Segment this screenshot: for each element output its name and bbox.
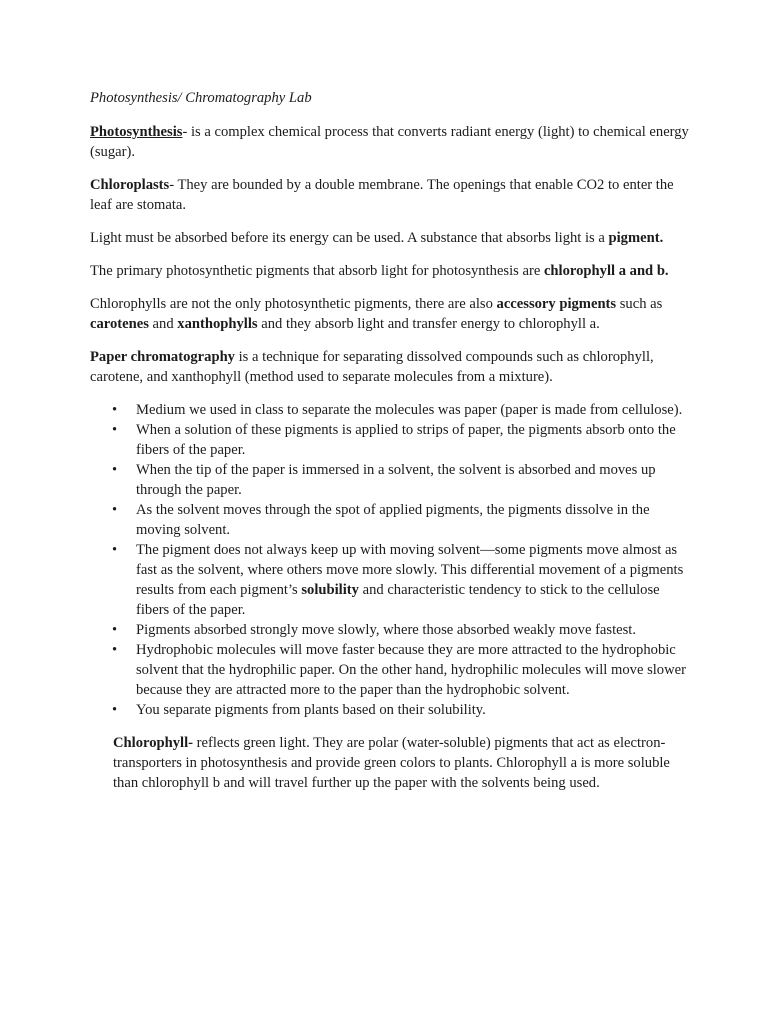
list-item xyxy=(90,540,690,620)
list-item xyxy=(90,700,690,720)
bullet-icon: • xyxy=(112,642,118,658)
term-xanthophylls: xanthophylls xyxy=(177,316,258,332)
list-item-text: You separate pigments from plants based on their solubility. xyxy=(136,702,486,718)
list-item xyxy=(90,420,690,460)
term-chlorophyll: Chlorophyll- xyxy=(113,735,194,751)
accessory-text-2: such as xyxy=(616,296,663,312)
list-item xyxy=(90,620,690,640)
term-pigment: pigment. xyxy=(608,230,664,246)
bullet-icon: • xyxy=(112,622,118,638)
paragraph-chlorophyll xyxy=(113,733,690,793)
list-item-text: Medium we used in class to separate the molecules was paper (paper is made from cellulose). xyxy=(136,402,683,418)
definition-photosynthesis: - is a complex chemical process that converts radiant energy (light) to chemical energy (sugar). xyxy=(90,124,689,160)
bullet-icon: • xyxy=(112,402,118,418)
bullet-icon: • xyxy=(112,502,118,518)
paragraph-pigment xyxy=(90,228,690,248)
term-accessory-pigments: accessory pigments xyxy=(496,296,617,312)
list-item xyxy=(90,500,690,540)
pigment-text: Light must be absorbed before its energy can be used. A substance that absorbs light is a xyxy=(90,230,609,246)
list-item-text: Pigments absorbed strongly move slowly, where those absorbed weakly move fastest. xyxy=(136,622,637,638)
list-item-text: As the solvent moves through the spot of applied pigments, the pigments dissolve in the moving solvent. xyxy=(136,502,650,538)
list-item xyxy=(90,400,690,420)
list-item-text: The pigment does not always keep up with moving solvent—some pigments move almost as fast as the solvent, where others move more slowly. This differential movement of a pigments results from each pigment’s xyxy=(136,542,684,598)
term-paper-chromatography: Paper chromatography xyxy=(90,349,235,365)
bullet-icon: • xyxy=(112,702,118,718)
primary-pigments-text: The primary photosynthetic pigments that absorb light for photosynthesis are xyxy=(90,263,544,279)
accessory-text-1: Chlorophylls are not the only photosynthetic pigments, there are also xyxy=(90,296,497,312)
list-item-text: and characteristic tendency to stick to the cellulose fibers of the paper. xyxy=(136,582,660,618)
list-item xyxy=(90,460,690,500)
term-solubility: solubility xyxy=(301,582,359,598)
definition-chlorophyll: reflects green light. They are polar (water-soluble) pigments that act as electron-transporters in photosynthesis and provide green colors to plants. Chlorophyll a is more soluble than chlorophyll b and will travel further up the paper with the solvents being used. xyxy=(113,735,670,791)
bullet-list xyxy=(90,400,690,720)
paragraph-accessory-pigments xyxy=(90,294,690,334)
term-carotenes: carotenes xyxy=(90,316,149,332)
term-chloroplasts: Chloroplasts xyxy=(90,177,170,193)
accessory-text-4: and they absorb light and transfer energy to chlorophyll a. xyxy=(257,316,600,332)
term-photosynthesis: Photosynthesis xyxy=(90,124,183,140)
term-chlorophyll-a-b: chlorophyll a and b. xyxy=(543,263,669,279)
paragraph-chloroplasts xyxy=(90,175,690,215)
bullet-icon: • xyxy=(112,462,118,478)
definition-paper-chromatography: is a technique for separating dissolved compounds such as chlorophyll, carotene, and xanthophyll (method used to separate molecules from a mixture). xyxy=(90,349,654,385)
paragraph-paper-chromatography xyxy=(90,347,690,387)
bullet-icon: • xyxy=(112,422,118,438)
bullet-icon: • xyxy=(112,542,118,558)
document-title: Photosynthesis/ Chromatography Lab xyxy=(90,90,312,106)
paragraph-primary-pigments xyxy=(90,261,690,281)
document-page xyxy=(90,88,690,806)
definition-chloroplasts: - They are bounded by a double membrane. The openings that enable CO2 to enter the leaf are stomata. xyxy=(90,177,674,213)
list-item-text: Hydrophobic molecules will move faster because they are more attracted to the hydrophobic solvent that the hydrophilic paper. On the other hand, hydrophilic molecules will move slower because they are attracted more to the paper than the hydrophobic solvent. xyxy=(136,642,686,698)
paragraph-photosynthesis xyxy=(90,122,690,162)
list-item-text: When a solution of these pigments is applied to strips of paper, the pigments absorb onto the fibers of the paper. xyxy=(136,422,676,458)
accessory-text-3: and xyxy=(148,316,178,332)
list-item-text: When the tip of the paper is immersed in a solvent, the solvent is absorbed and moves up through the paper. xyxy=(136,462,656,498)
list-item xyxy=(90,640,690,700)
